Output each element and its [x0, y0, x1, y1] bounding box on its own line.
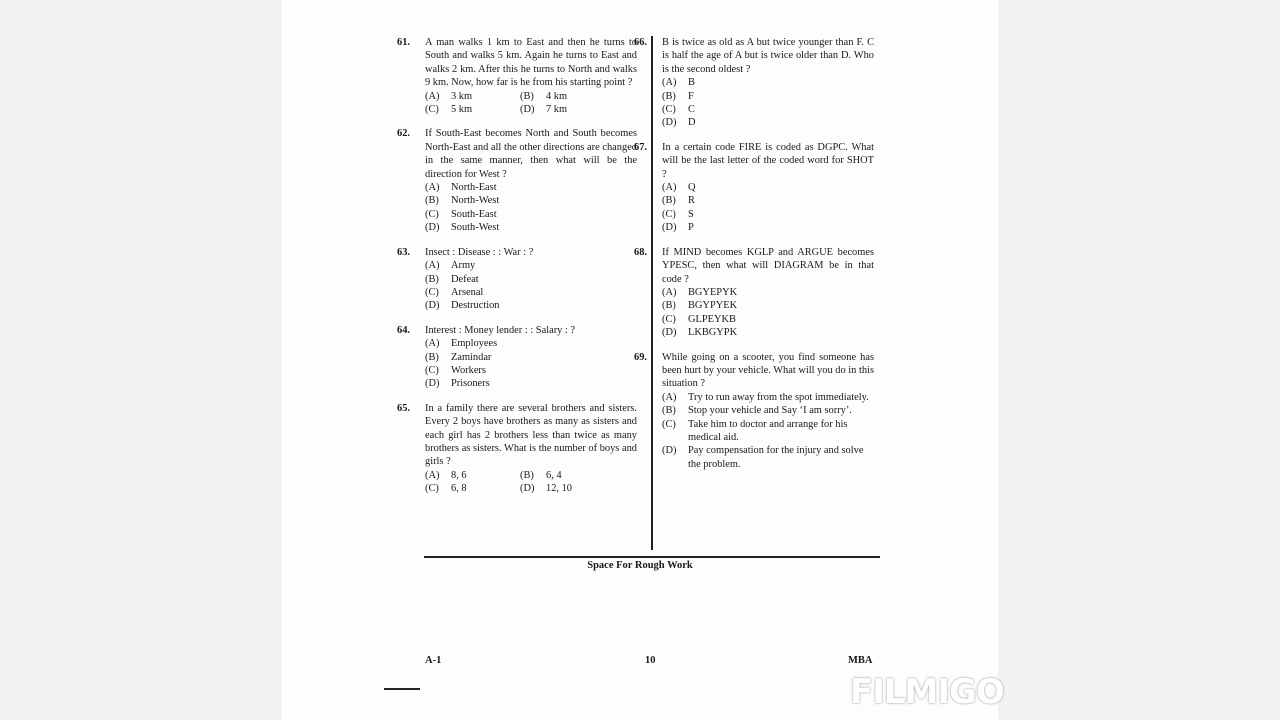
answer-option: [662, 221, 874, 234]
option-text: 4 km: [546, 90, 568, 102]
option-label: (C): [425, 364, 439, 376]
option-label: (A): [425, 260, 440, 272]
answer-option: [425, 364, 637, 377]
option-label: (B): [425, 351, 439, 363]
question: [397, 324, 637, 391]
option-text: S: [688, 208, 694, 220]
option-label: (A): [662, 182, 677, 194]
question-text: In a family there are several brothers and sisters. Every 2 boys have brothers as many as sisters and each girl has 2 brothers less than twice as many brothers as sisters. What is the number of boys and girls ?: [425, 402, 637, 468]
option-text: GLPEYKB: [688, 313, 736, 325]
question-number: 63.: [397, 246, 410, 258]
option-text: F: [688, 90, 694, 102]
option-text: R: [688, 195, 695, 207]
question: [634, 141, 874, 235]
option-text: North-East: [451, 182, 497, 194]
option-label: (B): [425, 273, 439, 285]
answer-option: [425, 469, 520, 482]
answer-option: [425, 273, 637, 286]
option-text: Pay compensation for the injury and solve the problem.: [688, 445, 864, 470]
option-text: Stop your vehicle and Say ‘I am sorry’.: [688, 405, 852, 417]
question-text: While going on a scooter, you find someone has been hurt by your vehicle. What will you do in this situation ?: [662, 351, 874, 390]
option-label: (B): [425, 195, 439, 207]
blurred-background-right: [998, 0, 1280, 720]
option-label: (D): [662, 445, 677, 457]
option-text: BGYPYEK: [688, 300, 738, 312]
question: [397, 127, 637, 234]
option-label: (B): [520, 90, 534, 102]
option-text: 7 km: [546, 104, 568, 116]
section-rule: [424, 556, 880, 558]
question: [397, 36, 637, 116]
option-label: (D): [425, 300, 440, 312]
option-label: (D): [520, 483, 535, 495]
answer-option: [520, 103, 620, 116]
blurred-background-left: [0, 0, 282, 720]
answer-option: [662, 404, 874, 417]
answer-option: [520, 469, 620, 482]
option-label: (C): [662, 104, 676, 116]
question-number: 61.: [397, 37, 410, 48]
answer-option: [662, 418, 874, 445]
answer-option: [662, 208, 874, 221]
option-label: (A): [662, 77, 677, 89]
left-question-column: [397, 36, 637, 507]
option-label: (B): [662, 300, 676, 312]
option-text: Zamindar: [451, 351, 492, 363]
option-label: (A): [425, 182, 440, 194]
option-label: (C): [662, 418, 676, 430]
question-number: 62.: [397, 128, 410, 140]
option-text: Workers: [451, 364, 486, 376]
answer-option: [425, 181, 637, 194]
option-text: 6, 4: [546, 469, 562, 481]
question-text: Insect : Disease : : War : ?: [425, 246, 534, 258]
answer-option: [662, 116, 874, 129]
answer-option: [662, 326, 874, 339]
option-text: P: [688, 222, 694, 234]
answer-option: [425, 351, 637, 364]
option-text: Try to run away from the spot immediately.: [688, 391, 869, 403]
option-label: (D): [662, 222, 677, 234]
footer-subject: MBA: [848, 655, 873, 666]
option-label: (B): [662, 90, 676, 102]
answer-option: [425, 103, 520, 116]
question-number: 65.: [397, 402, 410, 414]
option-text: Arsenal: [451, 286, 484, 298]
option-text: Q: [688, 182, 696, 194]
option-text: 8, 6: [451, 469, 467, 481]
filmigo-watermark: FILMIGO: [850, 672, 1004, 712]
option-label: (B): [520, 469, 534, 481]
question-number: 64.: [397, 324, 410, 336]
option-label: (C): [425, 483, 439, 495]
answer-option: [662, 313, 874, 326]
question-number: 68.: [634, 246, 647, 258]
rough-work-label: Space For Rough Work: [587, 560, 693, 571]
answer-option: [425, 377, 637, 390]
question: [397, 402, 637, 496]
question-text: B is twice as old as A but twice younger than F. C is half the age of A but is twice older than D. Who is the second oldest ?: [662, 37, 874, 75]
option-text: 3 km: [451, 90, 473, 102]
option-text: Destruction: [451, 300, 500, 312]
option-label: (C): [425, 208, 439, 220]
option-label: (A): [662, 286, 677, 298]
answer-option: [425, 208, 637, 221]
option-text: LKBGYPK: [688, 327, 738, 339]
option-label: (D): [425, 222, 440, 234]
option-label: (B): [662, 195, 676, 207]
answer-option: [520, 90, 620, 103]
answer-option: [425, 299, 637, 312]
answer-option: [662, 299, 874, 312]
answer-option: [425, 286, 637, 299]
answer-option: [425, 194, 637, 207]
option-label: (A): [425, 90, 440, 102]
answer-option: [662, 444, 874, 471]
answer-option: [662, 103, 874, 116]
option-text: 6, 8: [451, 483, 467, 495]
option-text: 5 km: [451, 104, 473, 116]
option-label: (A): [425, 469, 440, 481]
answer-option: [662, 286, 874, 299]
option-text: Employees: [451, 338, 498, 350]
option-text: B: [688, 77, 695, 89]
question-number: 69.: [634, 351, 647, 363]
option-label: (B): [662, 405, 676, 417]
answer-option: [520, 482, 620, 495]
answer-option: [425, 221, 637, 234]
option-text: North-West: [451, 195, 500, 207]
option-text: D: [688, 117, 696, 129]
answer-option: [425, 482, 520, 495]
answer-option: [425, 90, 520, 103]
option-label: (C): [662, 313, 676, 325]
answer-option: [425, 259, 637, 272]
pen-mark: [384, 688, 420, 690]
question-number: 67.: [634, 141, 647, 153]
option-text: BGYEPYK: [688, 286, 738, 298]
option-label: (C): [425, 104, 439, 116]
answer-option: [662, 391, 874, 404]
question: [634, 36, 874, 130]
right-question-column: [634, 36, 874, 482]
option-text: 12, 10: [546, 483, 572, 495]
question: [634, 246, 874, 340]
question-number: 66.: [634, 37, 647, 48]
option-text: Army: [451, 260, 476, 272]
option-label: (A): [662, 391, 677, 403]
answer-option: [662, 194, 874, 207]
option-label: (A): [425, 338, 440, 350]
option-text: South-West: [451, 222, 500, 234]
option-label: (D): [425, 378, 440, 390]
page-number: 10: [645, 655, 656, 666]
answer-option: [425, 337, 637, 350]
option-text: Prisoners: [451, 378, 490, 390]
option-label: (D): [520, 104, 535, 116]
option-label: (C): [425, 286, 439, 298]
option-label: (D): [662, 327, 677, 339]
option-text: Take him to doctor and arrange for his medical aid.: [688, 418, 848, 443]
option-text: South-East: [451, 208, 497, 220]
question: [634, 351, 874, 472]
question-text: If MIND becomes KGLP and ARGUE becomes YPESC, then what will DIAGRAM be in that code ?: [662, 246, 874, 285]
question-text: A man walks 1 km to East and then he turns to South and walks 5 km. Again he turns to East and walks 2 km. After this he turns to North and walks 9 km. Now, how far is he from his starting point ?: [425, 37, 637, 89]
exam-page: [282, 0, 998, 720]
answer-option: [662, 90, 874, 103]
footer-code: A-1: [425, 655, 442, 666]
question-text: In a certain code FIRE is coded as DGPC. What will be the last letter of the coded word for SHOT ?: [662, 141, 874, 180]
option-text: C: [688, 104, 695, 116]
answer-option: [662, 76, 874, 89]
option-label: (D): [662, 117, 677, 129]
question-text: If South-East becomes North and South becomes North-East and all the other directions are changed in the same manner, then what will be the direction for West ?: [425, 128, 637, 180]
question-text: Interest : Money lender : : Salary : ?: [425, 324, 576, 336]
question: [397, 246, 637, 313]
option-label: (C): [662, 208, 676, 220]
answer-option: [662, 181, 874, 194]
option-text: Defeat: [451, 273, 479, 285]
